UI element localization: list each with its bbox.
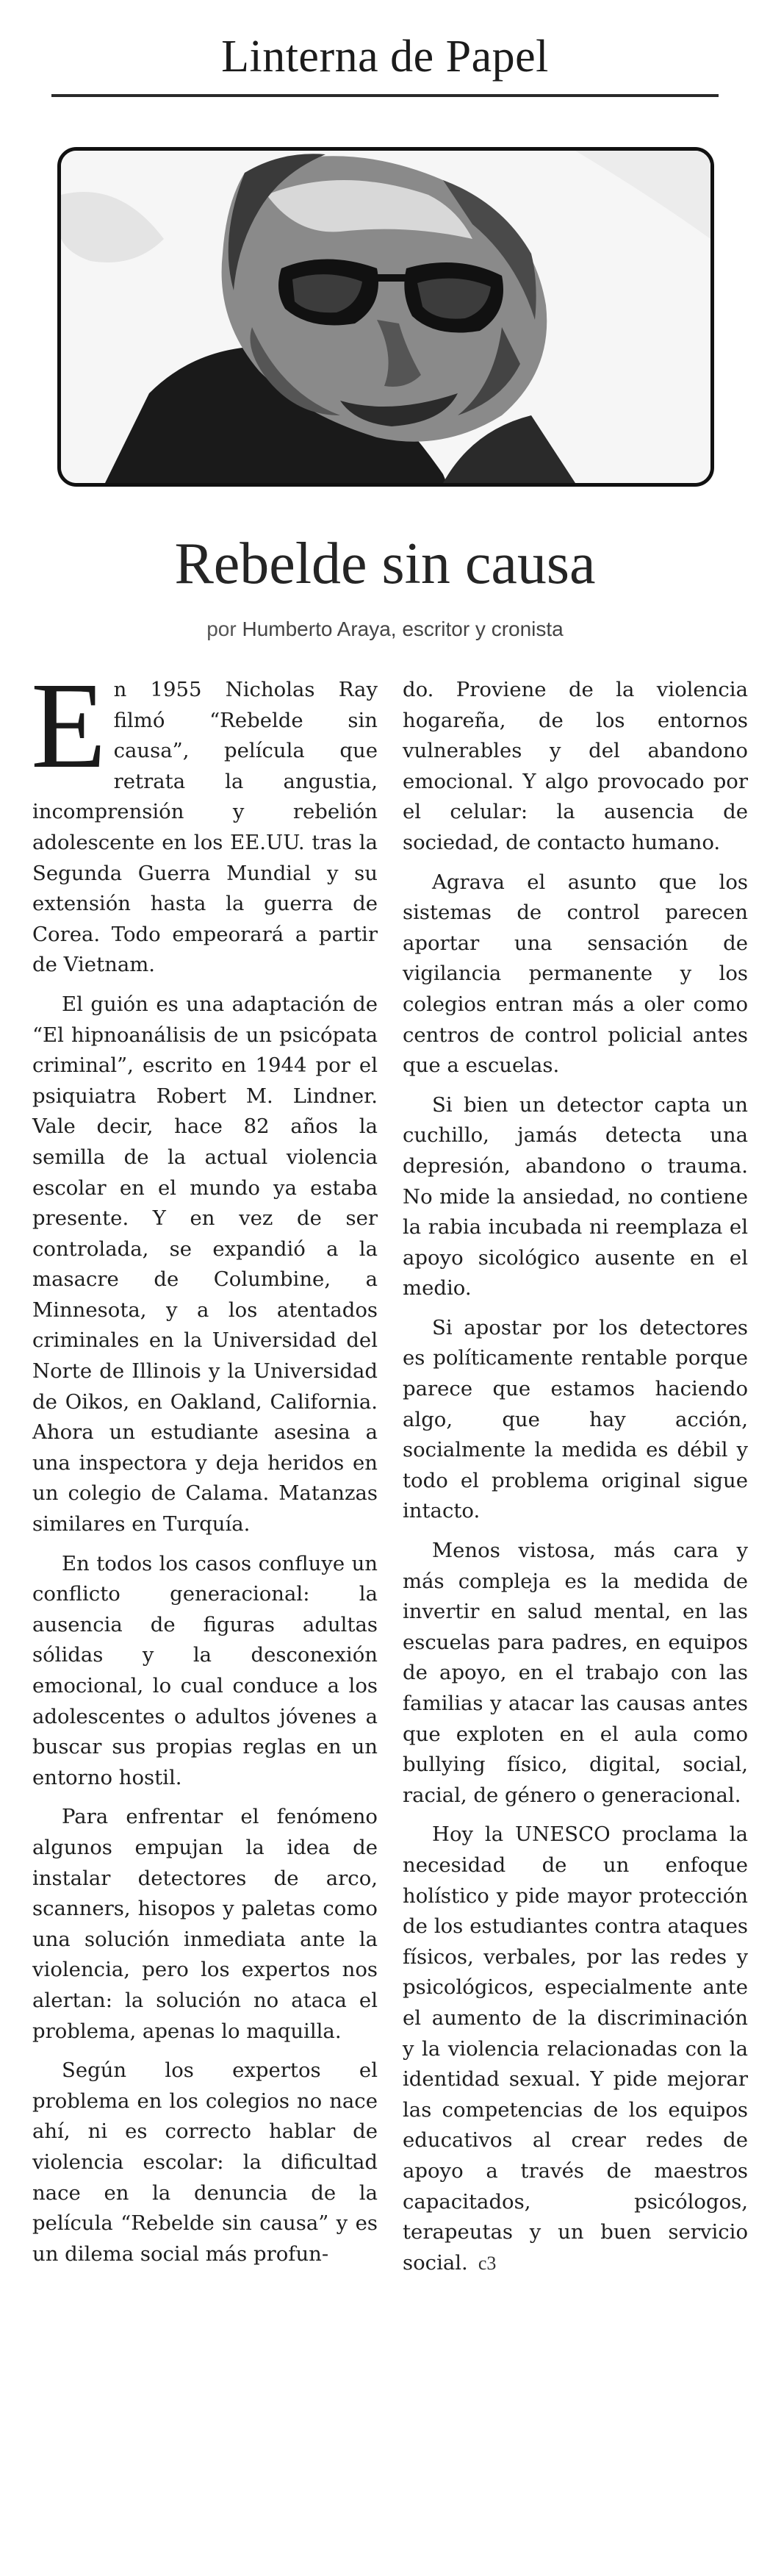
paragraph-1 bbox=[31, 657, 378, 981]
paragraph-10-text: Hoy la UNESCO proclama la necesidad de un enfoque holístico y pide mayor protección de los estudiantes contra ataques físicos, verbales, por las redes y psicológicos, especialmente ante el aumento de la discriminación y la violencia relacionadas con la identidad sexual. Y pide mejorar las competencias de los equipos educativos al crear redes de apoyo a través de maestros capacitados, psicólogos, terapeutas y un buen servicio social. bbox=[403, 1822, 748, 2275]
paragraph-5-continued: do. Proviene de la violencia hogareña, de los entornos vulnerables y del abandono emocional. Y algo provocado por el celular: la ausencia de sociedad, de contacto humano. bbox=[403, 678, 748, 854]
paragraph-9: Menos vistosa, más cara y más compleja es la medida de invertir en salud mental, en las escuelas para padres, en equipos de apoyo, en el trabajo con las familias y atacar las causas antes que exploten en el aula como bullying físico, digital, social, racial, de género o generacional. bbox=[403, 1539, 748, 1807]
paragraph-10 bbox=[403, 1820, 748, 2278]
drop-cap: E bbox=[31, 657, 107, 794]
article-column-left bbox=[31, 657, 378, 2269]
paragraph-5: Según los expertos el problema en los colegios no nace ahí, ni es correcto hablar de violencia escolar: la dificultad nace en la denuncia de la película “Rebelde sin causa” y es un dilema social más profun- bbox=[32, 2058, 378, 2266]
paragraph-7: Si bien un detector capta un cuchillo, jamás detecta una depresión, abandono o trauma. No mide la ansiedad, no contiene la rabia incubada ni reemplaza el apoyo sicológico ausente en el medio. bbox=[403, 1092, 748, 1300]
end-mark-icon: c3 bbox=[478, 2252, 497, 2274]
paragraph-2: El guión es una adaptación de “El hipnoanálisis de un psicópata criminal”, escrito en 1944 por el psiquiatra Robert M. Lindner. Vale decir, hace 82 años la semilla de la actual violencia escolar en el mundo ya estaba presente. Y en vez de ser controlada, se expandió a la masacre de Columbine, a Minnesota, y a los atentados criminales en la Universidad del Norte de Illinois y la Universidad de Oikos, en Oakland, California. Ahora un estudiante asesina a una inspectora y deja heridos en un colegio de Calama. Matanzas similares en Turquía. bbox=[32, 992, 378, 1536]
paragraph-8: Si apostar por los detectores es políticamente rentable porque parece que estamos haciendo algo, que hay acción, socialmente la medida es débil y todo el problema original sigue intacto. bbox=[403, 1315, 748, 1523]
author-name: Humberto Araya, escritor y cronista bbox=[242, 618, 564, 640]
title-divider bbox=[51, 94, 719, 97]
paragraph-1-text: n 1955 Nicholas Ray filmó “Rebelde sin causa”, película que retrata la angustia, incomprensión y rebelión adolescente en los EE.UU. tras la Segunda Guerra Mundial y su extensión hasta la guerra de Corea. Todo empeorará a partir de Vietnam. bbox=[32, 678, 378, 977]
paragraph-6: Agrava el asunto que los sistemas de control parecen aportar una sensación de vigilancia permanente y los colegios entran más a oler como centros de control policial antes que a escuelas. bbox=[403, 870, 748, 1078]
article-title: Rebelde sin causa bbox=[174, 532, 596, 596]
author-photo bbox=[57, 147, 714, 487]
portrait-photo-icon bbox=[61, 151, 710, 483]
paragraph-4: Para enfrentar el fenómeno algunos empujan la idea de instalar detectores de arco, scanners, hisopos y paletas como una solución inmediata ante la violencia, pero los expertos nos alertan: la solución no ataca el problema, apenas lo maquilla. bbox=[32, 1805, 378, 2043]
paragraph-3: En todos los casos confluye un conflicto generacional: la ausencia de figuras adultas sólidas y la desconexión emocional, lo cual conduce a los adolescentes o adultos jóvenes a buscar sus propias reglas en un entorno hostil. bbox=[32, 1551, 378, 1789]
byline bbox=[0, 618, 770, 641]
byline-prefix: por bbox=[206, 618, 237, 640]
article-column-right bbox=[403, 675, 748, 2278]
column-title: Linterna de Papel bbox=[221, 32, 549, 82]
